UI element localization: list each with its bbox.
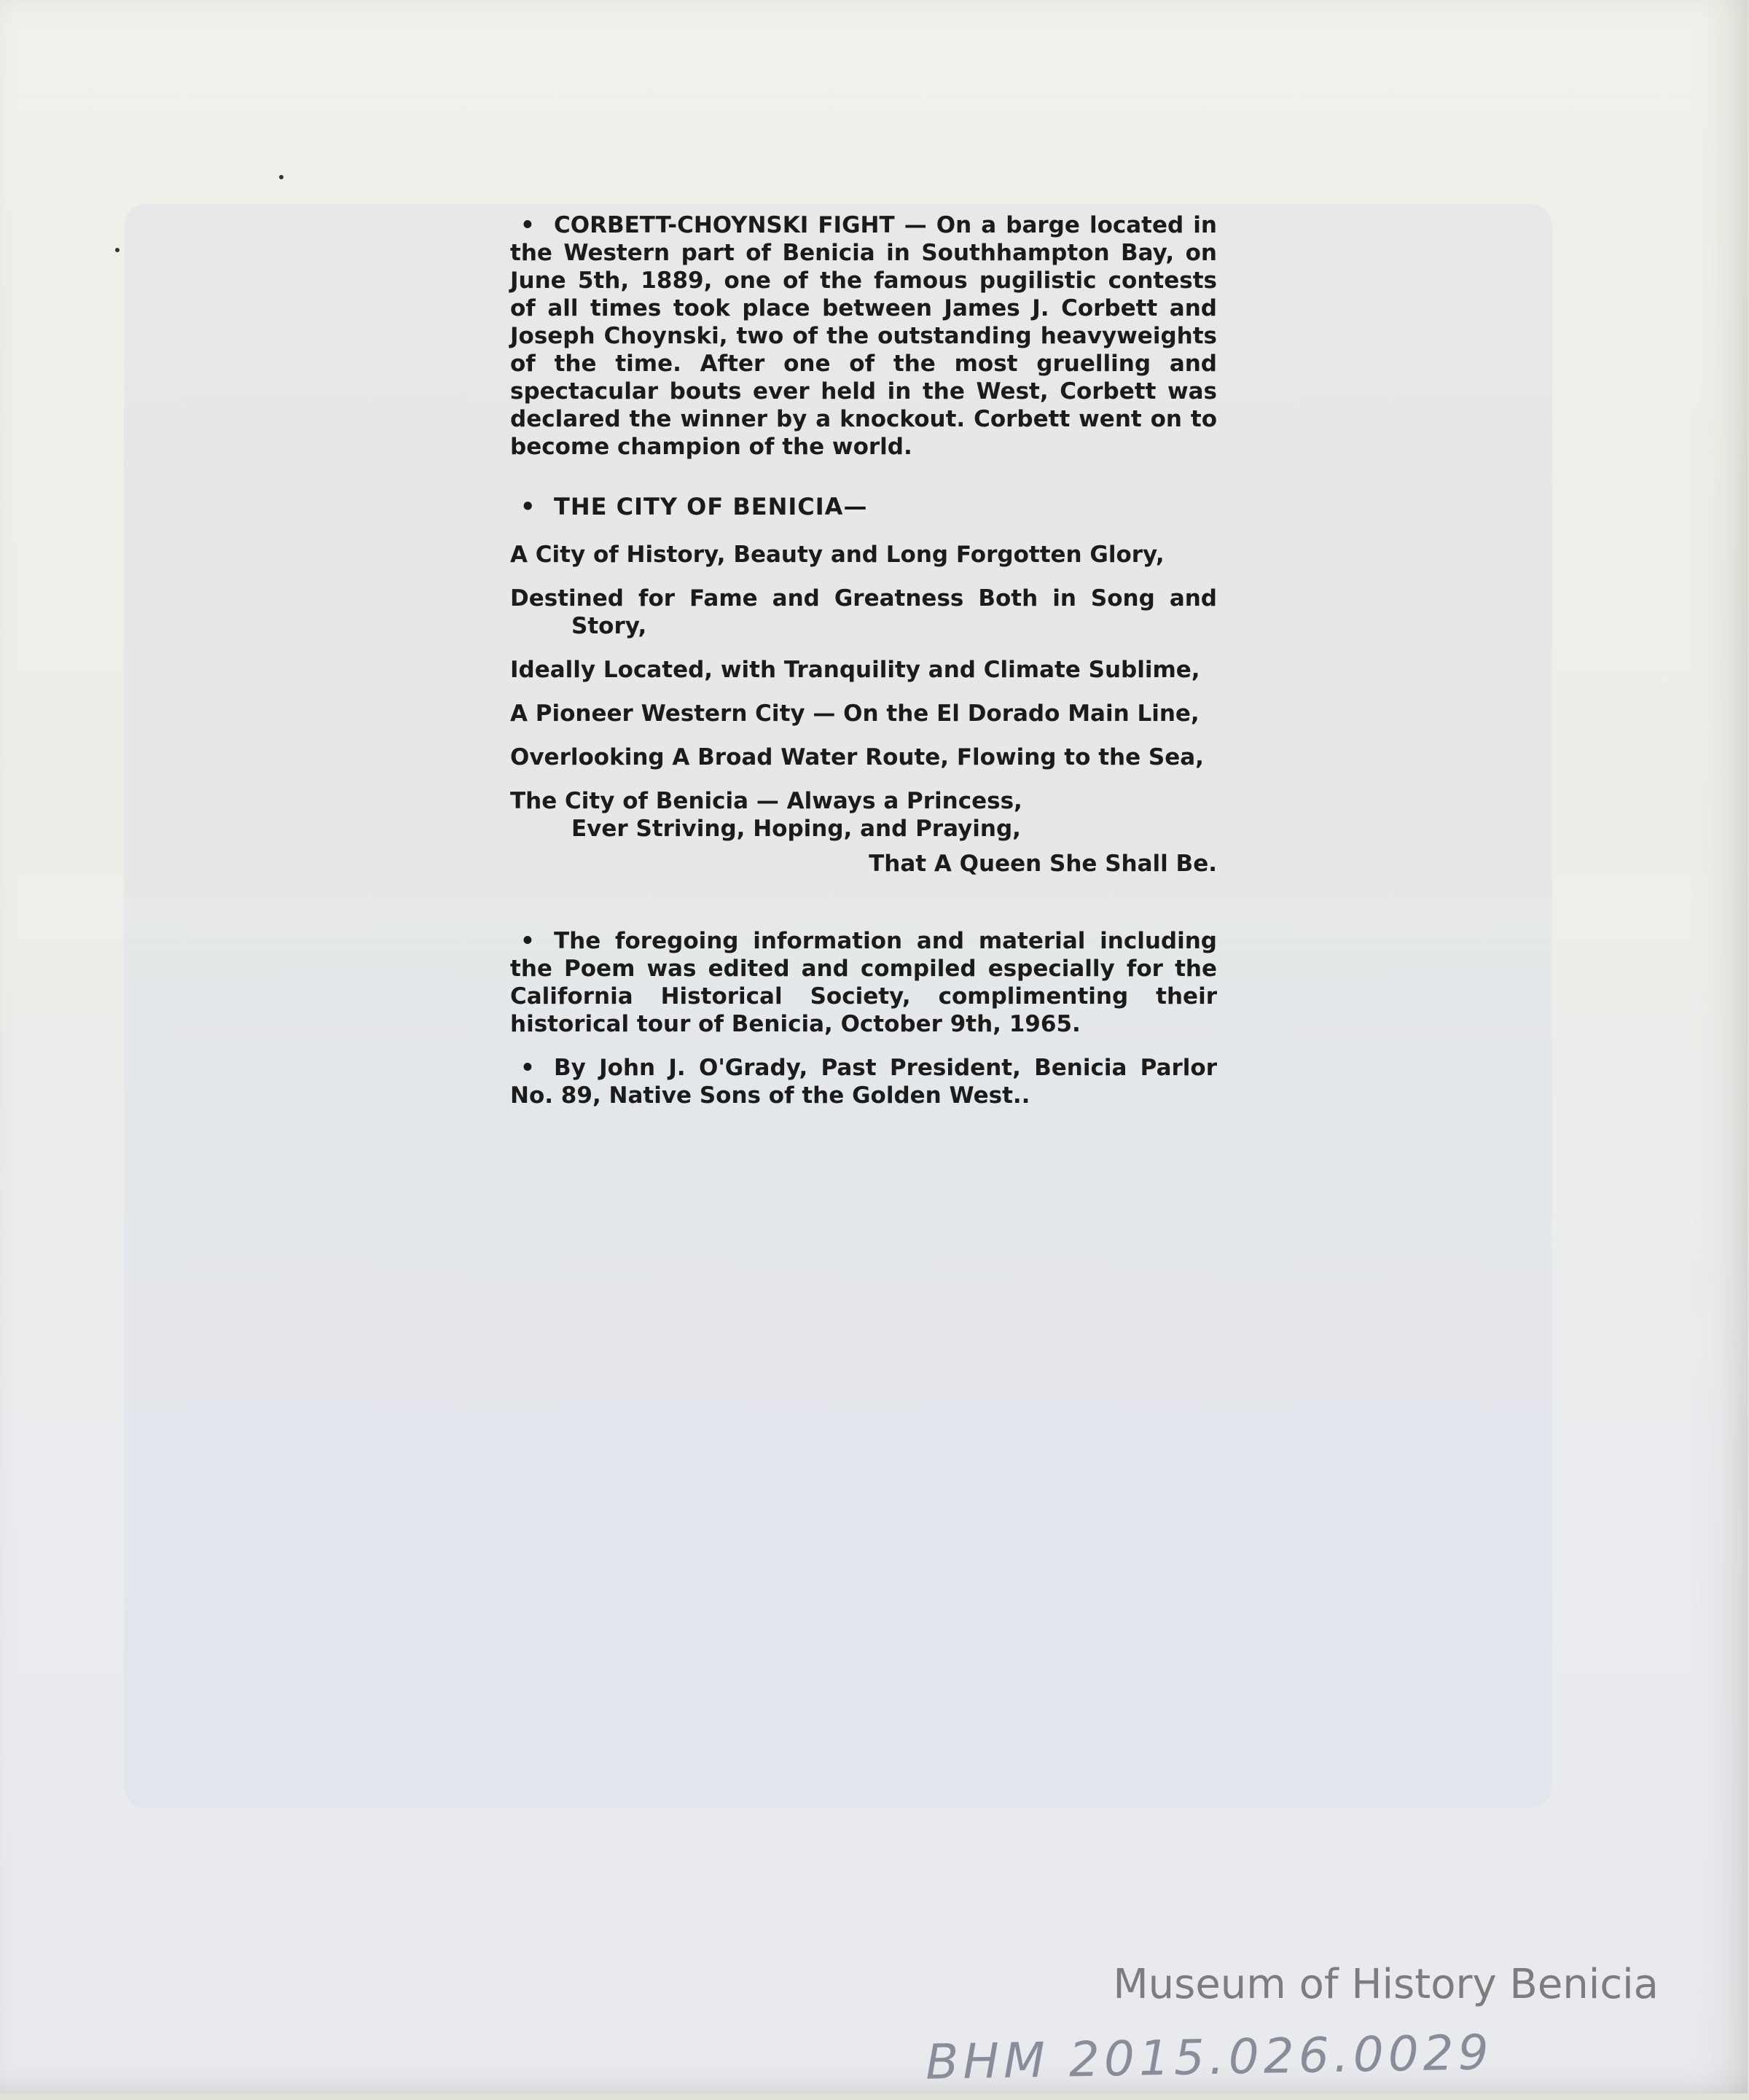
paper-speck xyxy=(115,248,120,252)
fight-title: CORBETT-CHOYNSKI FIGHT xyxy=(554,212,895,238)
poem-line: Overlooking A Broad Water Route, Flowing to the Sea, xyxy=(510,744,1204,770)
fight-text: — On a barge located in the Western part of Benicia in Southhampton Bay, on June 5th, 1889, one of the famous pugilistic contests of all times took place between James J. Corbett and Joseph Choynski, two of the outstanding heavyweights of the time. After one of the most gruelling and spectacular bouts ever held in the West, Corbett was declared the winner by a knockout. Corbett went on to become champion of the world. xyxy=(510,212,1217,460)
author-note-text: By John J. O'Grady, Past President, Benicia Parlor No. 89, Native Sons of the Golden West.. xyxy=(510,1055,1217,1109)
document-body xyxy=(510,211,1217,1109)
compiled-note-text: The foregoing information and material including the Poem was edited and compiled especially for the California Historical Society, complimenting their historical tour of Benicia, October 9th, 1965. xyxy=(510,928,1217,1037)
paper-speck xyxy=(279,175,283,179)
poem-closing-line: That A Queen She Shall Be. xyxy=(869,851,1217,877)
bullet-icon: • xyxy=(520,928,535,954)
compiled-note xyxy=(510,927,1217,1038)
poem-line: A Pioneer Western City — On the El Dorado Main Line, xyxy=(510,700,1200,727)
city-heading xyxy=(510,493,1217,520)
fight-paragraph xyxy=(510,211,1217,461)
museum-watermark: Museum of History Benicia xyxy=(1113,1961,1659,2008)
accession-number: BHM 2015.026.0029 xyxy=(925,2024,1494,2091)
poem xyxy=(510,541,1217,878)
bullet-icon: • xyxy=(520,1055,535,1081)
bullet-icon: • xyxy=(520,493,536,520)
city-heading-text: THE CITY OF BENICIA— xyxy=(554,493,868,520)
bullet-icon: • xyxy=(520,212,535,238)
poem-line: Ideally Located, with Tranquility and Climate Sublime, xyxy=(510,657,1200,683)
poem-line: The City of Benicia — Always a Princess, xyxy=(510,788,1022,814)
poem-line: Ever Striving, Hoping, and Praying, xyxy=(571,816,1021,842)
poem-line: Destined for Fame and Greatness Both in Song and Story, xyxy=(510,585,1217,639)
poem-line: A City of History, Beauty and Long Forgotten Glory, xyxy=(510,542,1165,568)
author-note xyxy=(510,1054,1217,1109)
